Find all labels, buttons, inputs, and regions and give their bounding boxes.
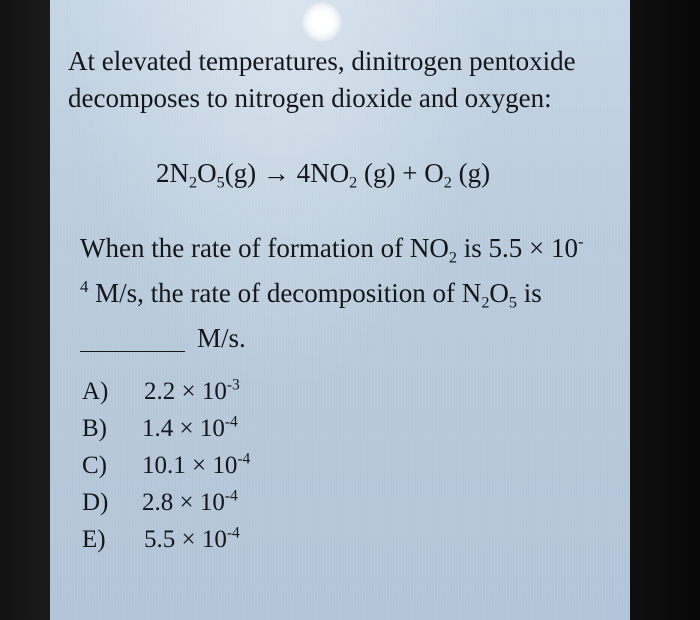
question-body: [80, 231, 584, 325]
option-letter: A): [82, 378, 109, 405]
screen: [50, 0, 630, 620]
option-letter: B): [82, 415, 107, 442]
question-line-2: $^4$ M/s, the rate of decomposition of $N_2O_5$ is: [80, 276, 542, 312]
eq-product-2: $O_2$ (g): [424, 158, 491, 192]
light-glare: [302, 2, 342, 42]
intro-line-2: decomposes to nitrogen dioxide and oxygen:: [68, 83, 552, 113]
intro-line-1: At elevated temperatures, dinitrogen pentoxide: [68, 46, 576, 76]
option-letter: E): [82, 526, 106, 553]
option-value: $2.8 \times 10^{-4}$: [142, 487, 238, 516]
option-value: $2.2 \times 10^{-3}$: [144, 376, 240, 405]
option-letter: D): [82, 489, 109, 516]
option-value: $5.5 \times 10^{-4}$: [144, 524, 240, 553]
chemical-equation: [156, 158, 491, 192]
eq-reactant: $2N_2O_5(g)$: [156, 158, 257, 192]
option-letter: C): [82, 452, 107, 479]
eq-product-1: $4NO_2$ (g) +: [296, 158, 418, 192]
answer-blank-row: [80, 325, 246, 352]
option-value: $10.1 \times 10^{-4}$: [142, 450, 251, 479]
question-line-3: M/s.: [197, 323, 246, 353]
reaction-arrow: →: [262, 158, 290, 188]
question-intro: [68, 48, 576, 122]
answer-blank: [80, 329, 185, 352]
question-line-1: When the rate of formation of $NO_2$ is 5.5 × 10-: [80, 231, 584, 267]
option-value: $1.4 \times 10^{-4}$: [142, 413, 238, 442]
